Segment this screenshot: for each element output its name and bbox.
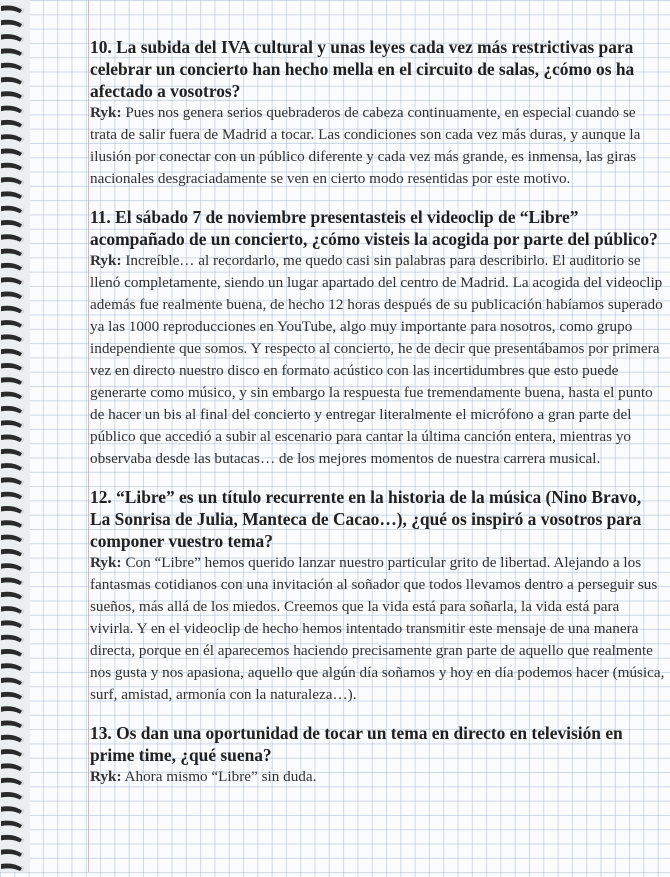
answer-13 — [90, 766, 665, 788]
answer-text: Pues nos genera serios quebraderos de cabeza continuamente, en especial cuando se trata de salir fuera de Madrid a tocar. Las condiciones son cada vez más duras, y aunque la ilusión por conectar con un público diferente y cada vez más grande, es inmensa, las giras nacionales desgraciadamente se ven en cierto modo resentidas por este motivo. — [90, 104, 641, 187]
question-13: 13. Os dan una oportunidad de tocar un tema en directo en televisión en prime time, ¿qué suena? — [90, 723, 623, 765]
answer-10 — [90, 102, 665, 190]
answer-text: Ahora mismo “Libre” sin duda. — [124, 768, 317, 785]
answer-12 — [90, 552, 665, 706]
speaker-label: Ryk: — [90, 252, 122, 269]
qa-block-11 — [90, 206, 665, 470]
question-12: 12. “Libre” es un título recurrente en la historia de la música (Nino Bravo, La Sonrisa de Julia, Manteca de Cacao…), ¿qué os inspiró a vosotros para componer vuestro tema? — [90, 487, 642, 551]
answer-text: Con “Libre” hemos querido lanzar nuestro particular grito de libertad. Alejando a los fantasmas cotidianos con una invitación al soñador que todos llevamos dentro a perseguir sus sueños, más allá de los miedos. Creemos que la vida está para soñarla, la vida está para vivirla. Y en el videoclip de hecho hemos intentado transmitir este mensaje de una manera directa, porque en él aparecemos haciendo precisamente gran parte de aquello que realmente nos gusta y nos apasiona, aquello que algún día soñamos y hoy en día podemos hacer (música, surf, amistad, armonía con la naturaleza…). — [90, 554, 665, 703]
speaker-label: Ryk: — [90, 554, 122, 571]
answer-text: Increíble… al recordarlo, me quedo casi sin palabras para describirlo. El auditorio se llenó completamente, siendo un lugar apartado del centro de Madrid. La acogida del videoclip además fue realmente buena, de hecho 12 horas después de su publicación habíamos superado ya las 1000 reproducciones en YouTube, algo muy importante para nosotros, como grupo independiente que somos. Y respecto al concierto, he de decir que presentábamos por primera vez en directo nuestro disco en formato acústico con las incertidumbres que esto puede generarte como músico, y sin embargo la respuesta fue tremendamente buena, hasta el punto de hacer un bis al final del concierto y entregar literalmente el micrófono a gran parte del público que accedió a subir al escenario para cantar la última canción entera, mientras yo observaba desde las butacas… de los mejores momentos de nuestra carrera musical. — [90, 252, 663, 467]
question-11: 11. El sábado 7 de noviembre presentasteis el videoclip de “Libre” acompañado de un concierto, ¿cómo visteis la acogida por parte del público? — [90, 207, 658, 249]
qa-block-13 — [90, 722, 665, 788]
speaker-label: Ryk: — [90, 768, 122, 785]
qa-block-10 — [90, 36, 665, 190]
notebook-margin-line — [88, 0, 89, 872]
notebook-spiral-binding — [0, 0, 30, 872]
interview-content — [90, 36, 665, 804]
speaker-label: Ryk: — [90, 104, 122, 121]
answer-11 — [90, 250, 665, 470]
spiral-rings — [0, 0, 30, 872]
qa-block-12 — [90, 486, 665, 706]
question-10: 10. La subida del IVA cultural y unas leyes cada vez más restrictivas para celebrar un concierto han hecho mella en el circuito de salas, ¿cómo os ha afectado a vosotros? — [90, 37, 635, 101]
